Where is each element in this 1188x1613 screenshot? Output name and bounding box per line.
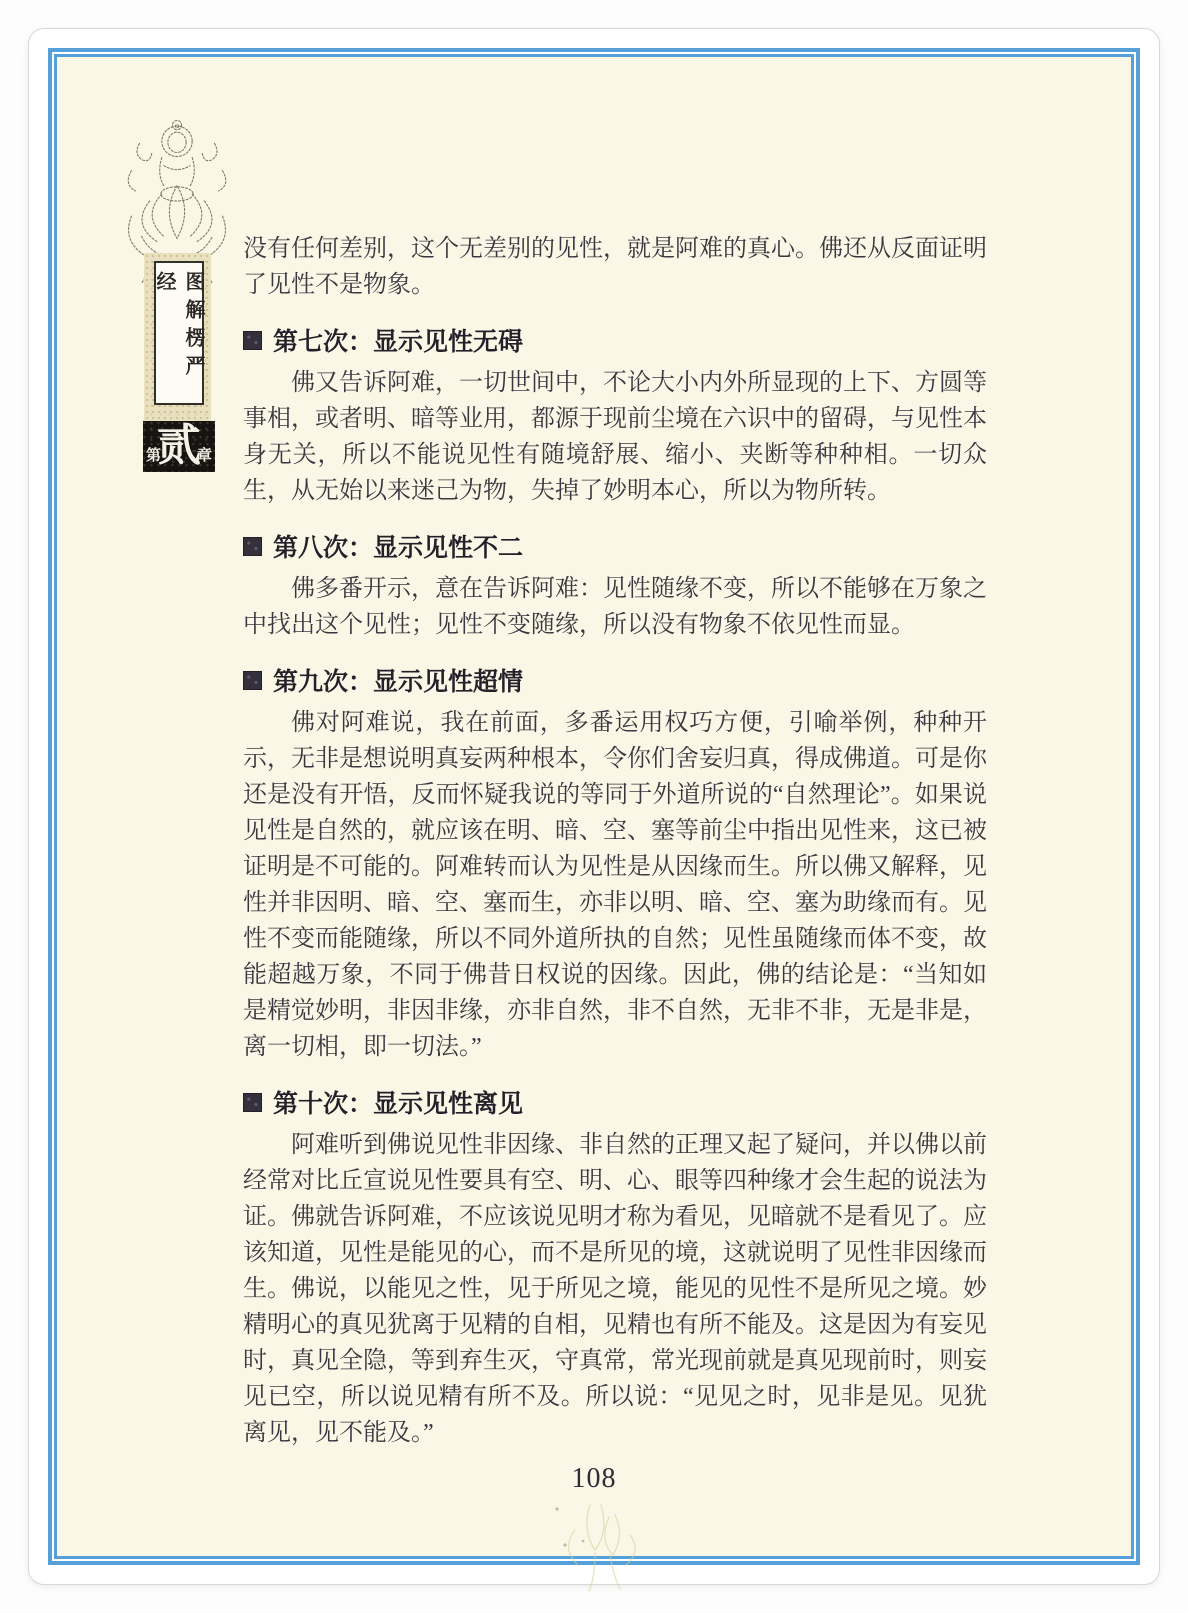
section-body: 佛又告诉阿难，一切世间中，不论大小内外所显现的上下、方圆等事相，或者明、暗等业用，都源于现前尘境在六识中的留碍，与见性本身无关，所以不能说见性有随境舒展、缩小、夹断等种种相。一切众生，从无始以来迷己为物，失掉了妙明本心，所以为物所转。: [243, 370, 987, 504]
decorative-frame-outer: [48, 48, 1140, 1565]
section-header: [243, 323, 987, 357]
main-text-column: [243, 231, 987, 1451]
seal-icon: [243, 331, 262, 350]
seal-icon: [243, 1093, 262, 1112]
seal-icon: [243, 671, 262, 690]
page-card: [28, 28, 1160, 1585]
chapter-badge-prefix: 第: [146, 448, 162, 464]
section-body: 阿难听到佛说见性非因缘、非自然的正理又起了疑问，并以佛以前经常对比丘宣说见性要具有空、明、心、眼等四种缘才会生起的说法为证。佛就告诉阿难，不应该说见明才称为看见，见暗就不是看见了。应该知道，见性是能见的心，而不是所见的境，这就说明了见性非因缘而生。佛说，以能见之性，见于所见之境，能见的见性不是所见之境。妙精明心的真见犹离于见精的自相，见精也有所不能及。这是因为有妄见时，真见全隐，等到弃生灭，守真常，常光现前就是真见现前时，则妄见已空，所以说见精有所不及。所以说：“见见之时，见非是见。见犹离见，见不能及。”: [243, 1132, 987, 1446]
section-body: 佛对阿难说，我在前面，多番运用权巧方便，引喻举例，种种开示，无非是想说明真妄两种根本，令你们舍妄归真，得成佛道。可是你还是没有开悟，反而怀疑我说的等同于外道所说的“自然理论”。如果说见性是自然的，就应该在明、暗、空、塞等前尘中指出见性来，这已被证明是不可能的。阿难转而认为见性是从因缘而生。所以佛又解释，见性并非因明、暗、空、塞而生，亦非以明、暗、空、塞为助缘而有。见性不变而能随缘，所以不同外道所执的自然；见性虽随缘而体不变，故能超越万象，不同于佛昔日权说的因缘。因此，佛的结论是：“当知如是精觉妙明，非因非缘，亦非自然，非不自然，无非不非，无是非是，离一切相，即一切法。”: [243, 710, 987, 1060]
section-title: 第十次：显示见性离见: [273, 1091, 524, 1118]
section-header: [243, 1085, 987, 1119]
section-title: 第九次：显示见性超情: [273, 669, 524, 696]
chapter-badge-number: 贰: [157, 421, 201, 470]
section-body: 佛多番开示，意在告诉阿难：见性随缘不变，所以不能够在万象之中找出这个见性；见性不变随缘，所以没有物象不依见性而显。: [243, 576, 987, 638]
chapter-badge-suffix: 章: [196, 448, 212, 464]
page-number: 108: [571, 1463, 617, 1494]
book-title: 图解楞严经: [153, 271, 204, 383]
book-title-box: [154, 261, 204, 405]
intro-paragraph: 没有任何差别，这个无差别的见性，就是阿难的真心。佛还从反面证明了见性不是物象。: [243, 236, 987, 298]
decorative-frame-inner: [54, 54, 1134, 1559]
section-title: 第八次：显示见性不二: [273, 535, 524, 562]
section-title: 第七次：显示见性无碍: [273, 329, 524, 356]
seal-icon: [243, 537, 262, 556]
chapter-badge: [143, 421, 215, 472]
section-header: [243, 663, 987, 697]
section-header: [243, 529, 987, 563]
